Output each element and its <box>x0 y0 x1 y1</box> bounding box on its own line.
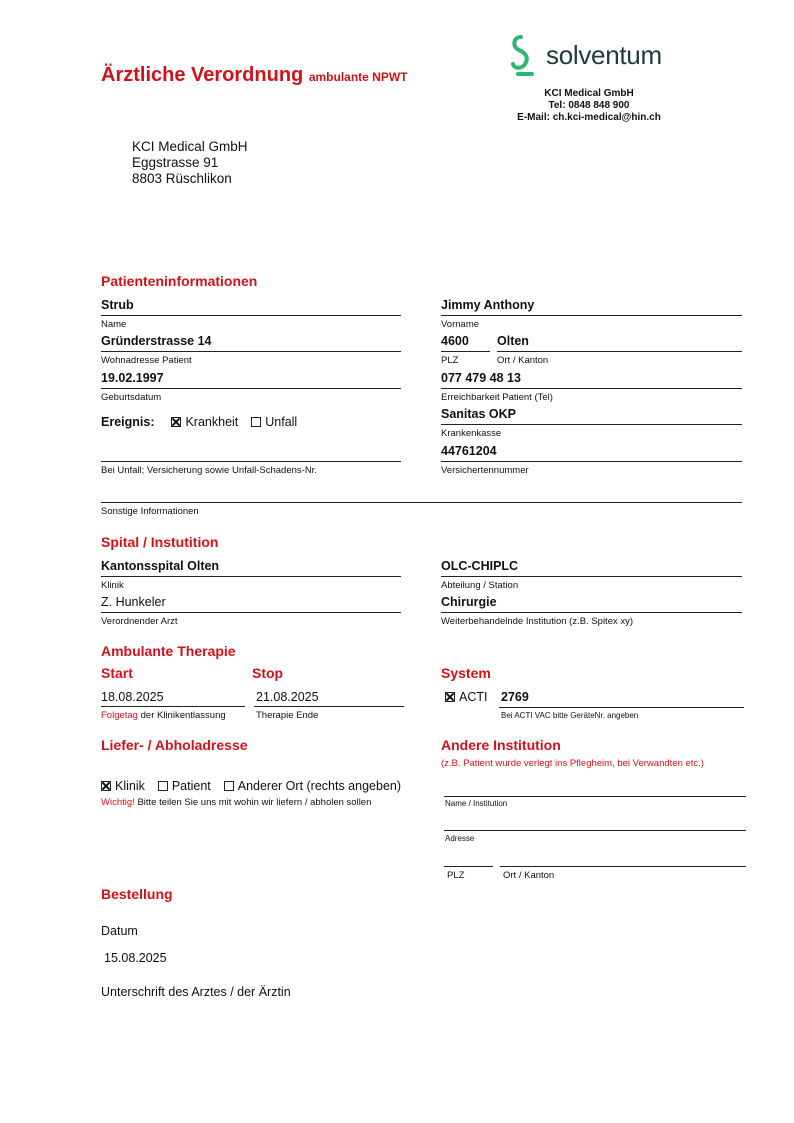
divider <box>441 388 742 389</box>
datum-value: 15.08.2025 <box>104 951 167 965</box>
section-andere-heading: Andere Institution <box>441 737 561 753</box>
andere-name-field[interactable] <box>444 796 746 797</box>
event-row <box>101 415 297 429</box>
unfall-insurance-field[interactable] <box>101 461 401 462</box>
liefer-note <box>101 797 371 808</box>
patient-plz-label: PLZ <box>441 355 459 366</box>
andere-plz-label: PLZ <box>447 870 465 881</box>
company-contact <box>508 88 670 123</box>
abteilung-label: Abteilung / Station <box>441 580 519 591</box>
divider <box>101 388 401 389</box>
section-therapie-heading: Ambulante Therapie <box>101 643 236 659</box>
address-line-3: 8803 Rüschlikon <box>132 171 232 186</box>
system-row <box>445 690 487 704</box>
solventum-logo-icon <box>508 34 542 80</box>
other-option-label: Anderer Ort (rechts angeben) <box>237 779 402 793</box>
patient-plz-value: 4600 <box>441 334 469 348</box>
patient-ort-value: Olten <box>497 334 529 348</box>
section-patient-heading: Patienteninformationen <box>101 273 258 289</box>
acti-checkbox[interactable] <box>445 692 455 702</box>
form-subtitle: ambulante NPWT <box>308 70 408 84</box>
arzt-label: Verordnender Arzt <box>101 616 178 627</box>
divider <box>441 461 742 462</box>
divider <box>101 612 401 613</box>
weiter-value: Chirurgie <box>441 595 497 609</box>
sonstige-field[interactable] <box>101 502 742 503</box>
start-value: 18.08.2025 <box>101 690 164 704</box>
patient-birth-value: 19.02.1997 <box>101 371 164 385</box>
form-title <box>101 64 407 87</box>
contact-email: E-Mail: ch.kci-medical@hin.ch <box>517 112 661 123</box>
divider <box>101 315 401 316</box>
andere-sub: (z.B. Patient wurde verlegt ins Pflegheim, bei Verwandten etc.) <box>441 758 704 769</box>
andere-name-label: Name / Institution <box>445 799 508 808</box>
address-line-2: Eggstrasse 91 <box>132 155 219 170</box>
divider <box>441 576 742 577</box>
divider <box>101 351 401 352</box>
patient-checkbox[interactable] <box>158 781 168 791</box>
divider <box>101 706 245 707</box>
divider <box>441 424 742 425</box>
unfall-insurance-label: Bei Unfall; Versicherung sowie Unfall-Schadens-Nr. <box>101 465 317 476</box>
klinik-value: Kantonsspital Olten <box>101 559 220 573</box>
klinik-option-label: Klinik <box>115 779 145 793</box>
divider <box>499 707 744 708</box>
patient-tel-value: 077 479 48 13 <box>441 371 521 385</box>
patient-versnr-value: 44761204 <box>441 444 497 458</box>
andere-adresse-label: Adresse <box>445 834 475 843</box>
weiter-label: Weiterbehandelnde Institution (z.B. Spitex xy) <box>441 616 634 627</box>
form-title-text: Ärztliche Verordnung <box>101 64 304 86</box>
andere-ort-field[interactable] <box>500 866 746 867</box>
stop-sub-label: Therapie Ende <box>256 710 319 721</box>
klinik-checkbox[interactable] <box>101 781 111 791</box>
patient-kasse-label: Krankenkasse <box>441 428 502 439</box>
system-name: ACTI <box>459 690 488 704</box>
patient-name-label: Name <box>101 319 127 330</box>
divider <box>441 351 490 352</box>
start-sub-text: der Klinikentlassung <box>140 710 226 721</box>
unfall-label: Unfall <box>265 415 298 429</box>
liefer-note-text: Bitte teilen Sie uns mit wohin wir liefern / abholen sollen <box>137 797 372 808</box>
klinik-label: Klinik <box>101 580 124 591</box>
stop-heading: Stop <box>252 665 284 681</box>
patient-address-label: Wohnadresse Patient <box>101 355 192 366</box>
address-line-1: KCI Medical GmbH <box>132 139 248 154</box>
contact-company: KCI Medical GmbH <box>544 88 634 99</box>
liefer-note-red: Wichtig! <box>101 797 135 808</box>
divider <box>441 612 742 613</box>
unfall-checkbox[interactable] <box>251 417 261 427</box>
recipient-address <box>132 139 248 187</box>
divider <box>101 576 401 577</box>
patient-vorname-label: Vorname <box>441 319 480 330</box>
other-location-checkbox[interactable] <box>224 781 234 791</box>
patient-tel-label: Erreichbarkeit Patient (Tel) <box>441 392 553 403</box>
abteilung-value: OLC-CHIPLC <box>441 559 519 573</box>
datum-label: Datum <box>101 924 138 938</box>
contact-tel: Tel: 0848 848 900 <box>548 100 630 111</box>
divider <box>254 706 404 707</box>
patient-ort-label: Ort / Kanton <box>497 355 549 366</box>
patient-versnr-label: Versichertennummer <box>441 465 529 476</box>
system-nr-value: 2769 <box>501 690 529 704</box>
stop-value: 21.08.2025 <box>256 690 319 704</box>
patient-kasse-value: Sanitas OKP <box>441 407 517 421</box>
system-heading: System <box>441 665 491 681</box>
signature-label: Unterschrift des Arztes / der Ärztin <box>101 985 291 999</box>
event-label: Ereignis: <box>101 415 155 429</box>
start-sub-label <box>101 710 226 721</box>
section-bestellung-heading: Bestellung <box>101 886 173 902</box>
liefer-options <box>101 779 401 793</box>
patient-address-value: Gründerstrasse 14 <box>101 334 212 348</box>
patient-option-label: Patient <box>171 779 211 793</box>
patient-name-value: Strub <box>101 298 134 312</box>
patient-birth-label: Geburtsdatum <box>101 392 162 403</box>
krankheit-label: Krankheit <box>185 415 239 429</box>
divider <box>497 351 742 352</box>
divider <box>441 315 742 316</box>
start-heading: Start <box>101 665 133 681</box>
arzt-value: Z. Hunkeler <box>101 595 166 609</box>
krankheit-checkbox[interactable] <box>171 417 181 427</box>
section-spital-heading: Spital / Instutition <box>101 534 219 550</box>
sonstige-label: Sonstige Informationen <box>101 506 199 517</box>
logo-wordmark: solventum <box>546 40 662 70</box>
andere-plz-field[interactable] <box>444 866 493 867</box>
section-liefer-heading: Liefer- / Abholadresse <box>101 737 248 753</box>
andere-ort-label: Ort / Kanton <box>503 870 555 881</box>
patient-vorname-value: Jimmy Anthony <box>441 298 535 312</box>
start-sub-red: Folgetag <box>101 710 138 721</box>
andere-adresse-field[interactable] <box>444 830 746 831</box>
system-sub-label: Bei ACTI VAC bitte GeräteNr. angeben <box>501 711 639 720</box>
